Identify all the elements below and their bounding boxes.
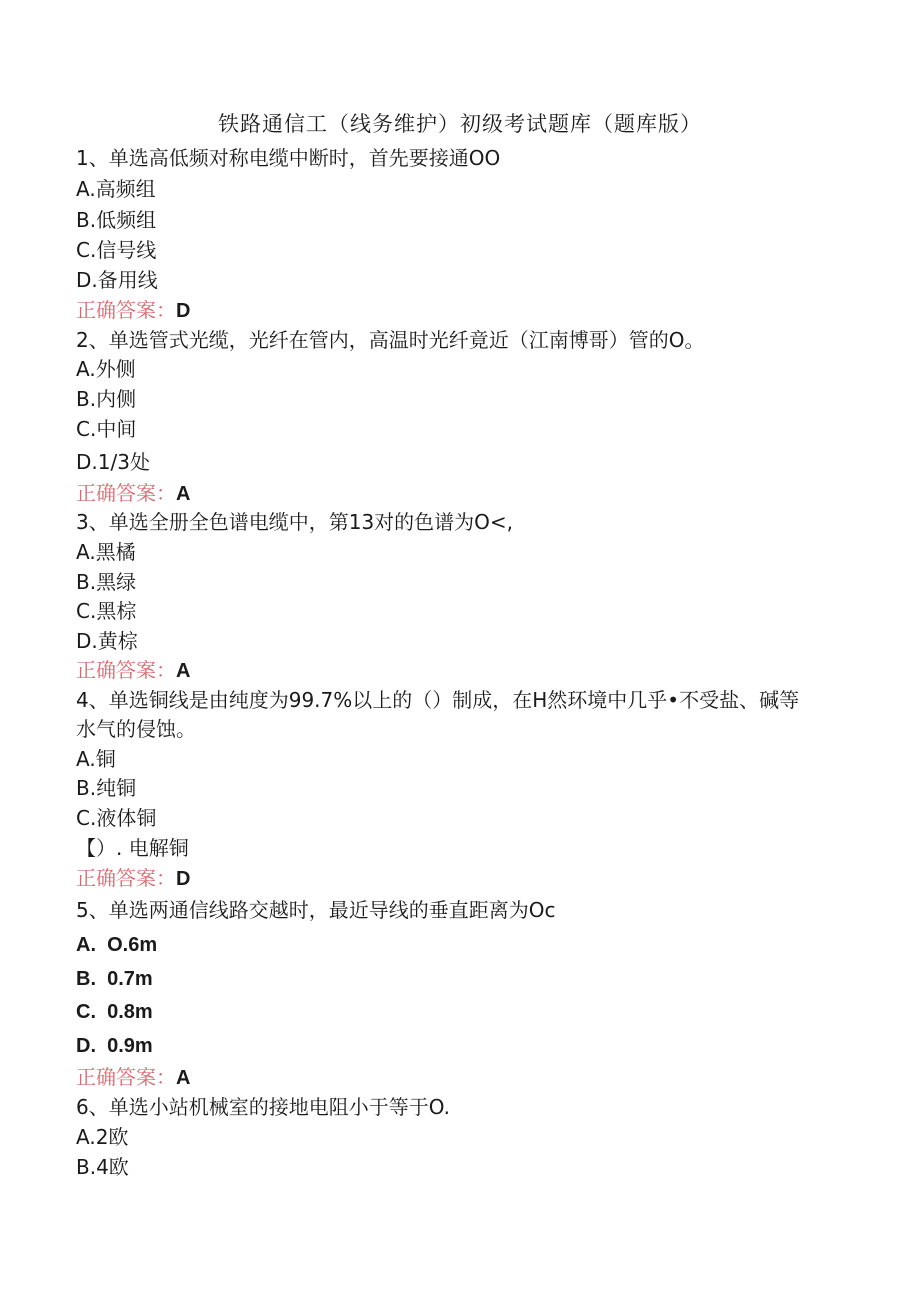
- answer-label: 正确答案：: [76, 658, 176, 682]
- option-d: D.黄棕: [76, 629, 138, 653]
- option-d: D.1/3处: [76, 450, 150, 474]
- question-stem: 4、单选铜线是由纯度为99.7%以上的（）制成，在H然环境中几乎•不受盐、碱等: [76, 688, 800, 712]
- question-stem: 3、单选全册全色谱电缆中，第13对的色谱为O<,: [76, 510, 514, 534]
- option-a: A. O.6m: [76, 934, 158, 956]
- option-b: B.纯铜: [76, 776, 137, 800]
- question-stem: 2、单选管式光缆，光纤在管内，高温时光纤竟近（江南博哥）管的O。: [76, 328, 705, 352]
- option-d: D. 0.9m: [76, 1035, 153, 1057]
- answer-value: D: [176, 300, 191, 322]
- answer-label: 正确答案：: [76, 1065, 176, 1089]
- question-stem: 6、单选小站机械室的接地电阻小于等于O.: [76, 1095, 451, 1119]
- option-a: A.高频组: [76, 177, 156, 201]
- option-a: A.2欧: [76, 1125, 129, 1149]
- question-stem-continued: 水气的侵蚀。: [76, 717, 196, 741]
- option-c: C.中间: [76, 417, 137, 441]
- document-title: 铁路通信工（线务维护）初级考试题库（题库版）: [218, 112, 702, 136]
- option-a: A.铜: [76, 747, 116, 771]
- option-b: B.内侧: [76, 387, 137, 411]
- answer-line: [76, 655, 190, 686]
- option-c: C. 0.8m: [76, 1001, 153, 1023]
- option-b: B.低频组: [76, 208, 157, 232]
- option-b: B.黑绿: [76, 570, 137, 594]
- option-a: A.黑橘: [76, 540, 136, 564]
- question-stem: 5、单选两通信线路交越时，最近导线的垂直距离为Oc: [76, 898, 556, 922]
- option-d: 【）. 电解铜: [76, 836, 189, 860]
- answer-line: [76, 863, 190, 894]
- option-c: C.黑棕: [76, 599, 137, 623]
- answer-value: A: [176, 1067, 191, 1089]
- answer-line: [76, 1062, 190, 1093]
- option-d: D.备用线: [76, 268, 158, 292]
- option-c: C.信号线: [76, 238, 157, 262]
- option-b: B.4欧: [76, 1155, 129, 1179]
- answer-label: 正确答案：: [76, 298, 176, 322]
- answer-label: 正确答案：: [76, 481, 176, 505]
- answer-label: 正确答案：: [76, 866, 176, 890]
- option-c: C.液体铜: [76, 806, 157, 830]
- answer-line: [76, 478, 190, 509]
- answer-line: [76, 295, 190, 326]
- option-a: A.外侧: [76, 357, 136, 381]
- answer-value: A: [176, 660, 191, 682]
- answer-value: A: [176, 483, 191, 505]
- option-b: B. 0.7m: [76, 968, 153, 990]
- answer-value: D: [176, 868, 191, 890]
- question-stem: 1、单选高低频对称电缆中断时，首先要接通OO: [76, 146, 501, 170]
